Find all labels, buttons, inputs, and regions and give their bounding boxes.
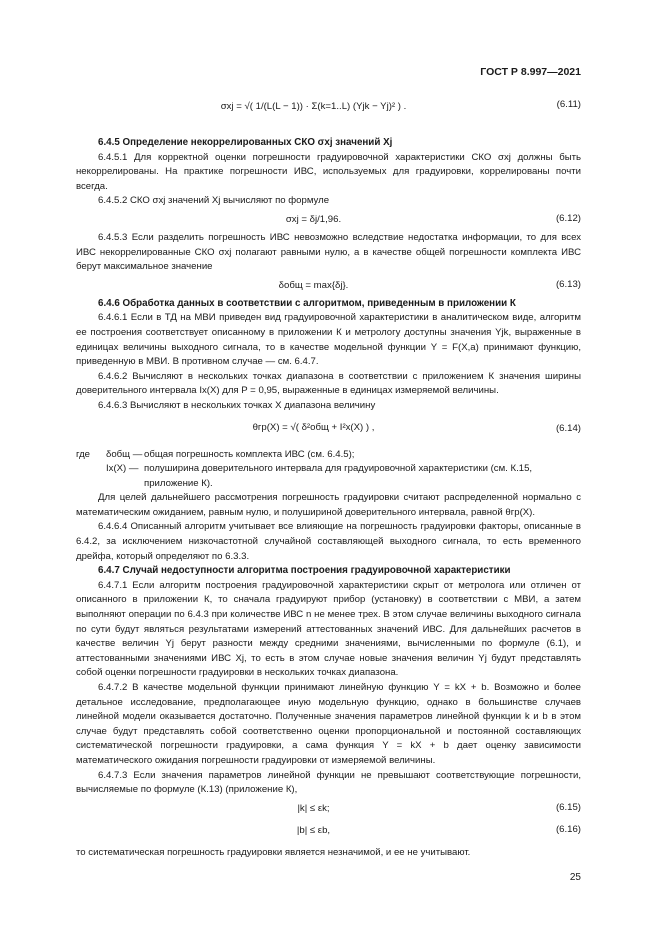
- paragraph: 6.4.7.1 Если алгоритм построения градуировочной характеристики скрыт от метролога или отличен от описанного в приложении К, то сначала градуируют прибор (установку) в соответствии с МВИ, а затем выполняют операции по 6.4.3 при количестве ИВС n не менее трех. В этом случае величины выходного сигнала по сути будут являться результатами измерений аттестованных значений ИВС. Для дальнейших расчетов в качестве величин Yj берут разности между средними значениями, вычисленными по формуле (6.1), и аттестованными значениями ИВС Xj, то есть в этом случае новые значения величин Yj будут представлять собой оценки погрешности градуировки в нескольких точках диапазона.: [76, 579, 581, 679]
- definition-text: общая погрешность комплекта ИВС (см. 6.4.5);: [144, 448, 355, 460]
- formula-expr: |k| ≤ εk;: [297, 802, 330, 814]
- definition-symbol: Ix(X) —: [106, 463, 139, 475]
- section-heading-6-4-6: 6.4.6 Обработка данных в соответствии с алгоритмом, приведенным в приложении К: [98, 297, 516, 309]
- formula-expr: δобщ = max{δj}.: [278, 279, 349, 291]
- formula-number: (6.15): [555, 801, 581, 813]
- section-heading-6-4-7: 6.4.7 Случай недоступности алгоритма построения градуировочной характеристики: [98, 565, 511, 577]
- paragraph: 6.4.7.3 Если значения параметров линейной функции не превышают соответствующие погрешности, вычисляемые по формуле (К.13) (приложение К),: [76, 769, 581, 796]
- formula-expr: |b| ≤ εb,: [296, 824, 331, 836]
- paragraph: 6.4.5.1 Для корректной оценки погрешности градуировочной характеристики СКО σxj должны быть некоррелированы. На практике погрешности ИВС, используемых для градуировки, коррелированы почти всегда.: [76, 151, 581, 192]
- page-number: 25: [569, 872, 581, 883]
- definition-text: полуширина доверительного интервала для градуировочной характеристики (см. К.15, приложение К).: [144, 463, 533, 489]
- paragraph: 6.4.7.2 В качестве модельной функции принимают линейную функцию Y = kX + b. Возможно и более детальное исследование, предполагающее иную модельную функцию, однако в большинстве случаев линейной модели оказывается достаточно. Полученные значения параметров линейной функции k и b в этом случае будут представлять собой соответственно оценки пропорциональной и постоянной составляющих систематической погрешности градуировки, а сама функция Y = kX + b дает оценку зависимости математического ожидания погрешности градуировки от измеряемой величины.: [76, 682, 581, 766]
- paragraph: 6.4.5.3 Если разделить погрешность ИВС невозможно вследствие недостатка информации, то для всех ИВС некоррелированные СКО σxj полагают равными нулю, а в качестве общей погрешности комплекта ИВС берут максимальное значение: [76, 231, 581, 273]
- page-content: [76, 86, 581, 860]
- formula-expr: θгр(X) = √( δ²общ + I²x(X) ) ,: [252, 421, 375, 433]
- paragraph: 6.4.6.4 Описанный алгоритм учитывает все влияющие на погрешность градуировки факторы, описанные в 6.4.2, за исключением низкочастотной случайной составляющей выходного сигнала, то есть временного дрейфа, который определяют по 6.3.3.: [76, 521, 581, 562]
- formula-number: (6.12): [555, 212, 581, 224]
- definitions-list: [76, 448, 581, 492]
- formula-number: (6.14): [555, 422, 581, 434]
- paragraph: то систематическая погрешность градуировки является незначимой, и ее не учитывают.: [76, 846, 471, 858]
- definition-symbol: δобщ —: [106, 448, 143, 460]
- where-label: где: [76, 448, 91, 460]
- section-heading-6-4-5: 6.4.5 Определение некоррелированных СКО σxj значений Xj: [98, 137, 393, 148]
- formula-6-14: [76, 414, 581, 446]
- paragraph: 6.4.6.2 Вычисляют в нескольких точках диапазона в соответствии с приложением К значения ширины доверительного интервала Ix(X) для P = 0,95, выраженные в единицах измеряемой величины.: [76, 370, 581, 397]
- formula-6-13: [76, 275, 581, 297]
- formula-6-16: [76, 820, 581, 842]
- paragraph: 6.4.6.1 Если в ТД на МВИ приведен вид градуировочной характеристики в аналитическом виде, алгоритм ее построения соответствует описанному в приложении К и метрологу доступны значения Yjk, выраженные в единицах величины выходного сигнала, то в качестве модельной функции Y = F(X,a) принимают функцию, приведенную в МВИ. В противном случае — см. 6.4.7.: [76, 312, 581, 368]
- formula-number: (6.11): [556, 99, 581, 110]
- formula-expr: σxj = δj/1,96.: [285, 213, 342, 225]
- standard-code: ГОСТ Р 8.997—2021: [480, 66, 581, 78]
- formula-6-12: [76, 209, 581, 231]
- formula-6-11: [76, 86, 581, 136]
- paragraph: Для целей дальнейшего рассмотрения погрешность градуировки считают распределенной нормально с математическим ожиданием, равным нулю, и полушириной доверительного интервала, равной θгр(X).: [76, 492, 581, 518]
- paragraph: 6.4.6.3 Вычисляют в нескольких точках X диапазона величину: [98, 399, 376, 411]
- formula-number: (6.13): [555, 278, 581, 290]
- paragraph: 6.4.5.2 СКО σxj значений Xj вычисляют по формуле: [98, 195, 330, 207]
- formula-number: (6.16): [555, 823, 581, 835]
- formula-expr: σxj = √( 1/(L(L − 1)) · Σ(k=1..L) (Yjk − Yj)² ) .: [220, 101, 407, 112]
- formula-6-15: [76, 798, 581, 820]
